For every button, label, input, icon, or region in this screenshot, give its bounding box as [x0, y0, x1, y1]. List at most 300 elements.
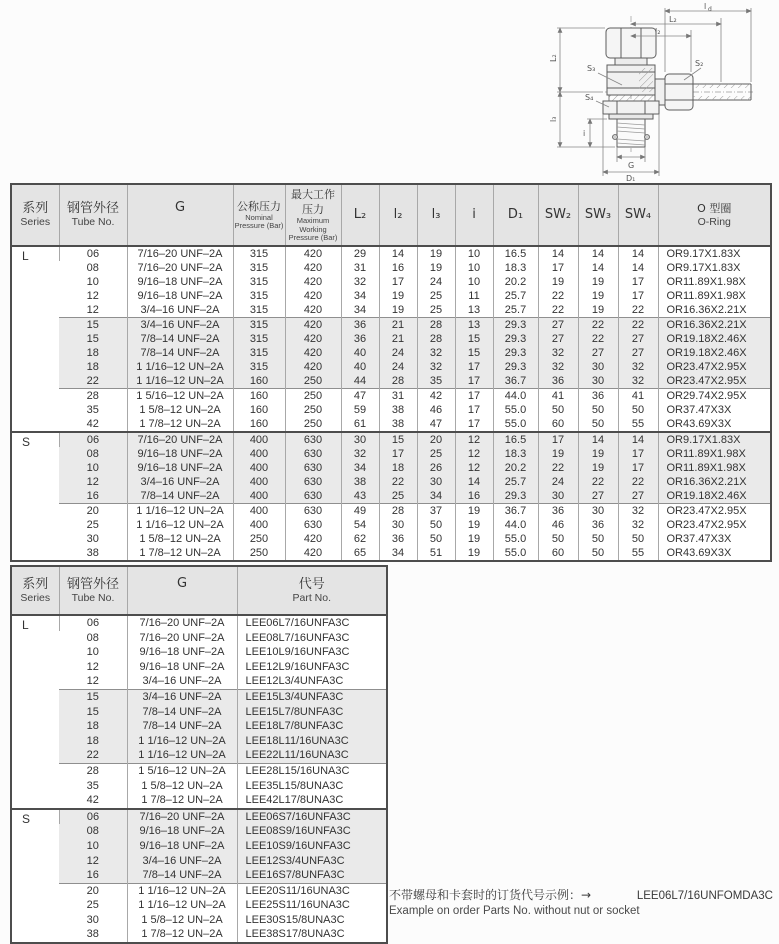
table-row: [11, 719, 387, 734]
table-row: [11, 447, 771, 461]
cell: 36: [578, 388, 618, 403]
cell: 630: [285, 447, 341, 461]
cell: 160: [233, 388, 285, 403]
cell: OR11.89X1.98X: [658, 275, 771, 289]
cell: 46: [538, 518, 578, 532]
table-row: [11, 275, 771, 289]
cell: LEE08S9/16UNFA3C: [237, 824, 387, 839]
cell: 50: [578, 546, 618, 561]
table-row: [11, 809, 387, 825]
cell: 1 5/8–12 UN–2A: [127, 532, 233, 546]
cell: 19: [455, 532, 493, 546]
cell: 27: [578, 346, 618, 360]
cell: 1 7/8–12 UN–2A: [127, 546, 233, 561]
cell: OR19.18X2.46X: [658, 489, 771, 504]
cell: 12: [59, 854, 127, 869]
cell: 26: [417, 461, 455, 475]
cell: 06: [59, 809, 127, 825]
cell: LEE35L15/8UNA3C: [237, 779, 387, 794]
top-nut: [606, 28, 656, 58]
cell: 14: [618, 432, 658, 447]
cell: 9/16–18 UNF–2A: [127, 461, 233, 475]
cell: 630: [285, 475, 341, 489]
table-row: [11, 417, 771, 432]
cell: 50: [417, 532, 455, 546]
table-row: [11, 674, 387, 689]
cell: 06: [59, 432, 127, 447]
dim-label-S2: S₂: [695, 59, 704, 68]
cell: 16: [455, 489, 493, 504]
order-note-chinese: 不带螺母和卡套时的订货代号示例：→: [389, 888, 592, 902]
cell: 50: [618, 532, 658, 546]
cell: OR43.69X3X: [658, 546, 771, 561]
cell: 17: [455, 388, 493, 403]
cell: 28: [379, 503, 417, 518]
cell: 08: [59, 447, 127, 461]
cell: 22: [578, 475, 618, 489]
cell: 19: [538, 447, 578, 461]
cell: 14: [538, 246, 578, 261]
cell: 55.0: [493, 546, 538, 561]
cell: 19: [538, 275, 578, 289]
cell: 34: [379, 546, 417, 561]
tube-wall-hatch: [693, 84, 751, 88]
cell: 420: [285, 346, 341, 360]
cell: LEE06L7/16UNFA3C: [237, 615, 387, 631]
cell: 315: [233, 246, 285, 261]
cell: 17: [538, 432, 578, 447]
cell: 7/8–14 UNF–2A: [127, 705, 237, 720]
cell: 28: [59, 388, 127, 403]
cell: 28: [417, 317, 455, 332]
cell: 1 1/16–12 UN–2A: [127, 748, 237, 763]
cell: 22: [538, 461, 578, 475]
cell: 250: [285, 388, 341, 403]
cell: OR16.36X2.21X: [658, 303, 771, 318]
cell: LEE16S7/8UNFA3C: [237, 868, 387, 883]
cell: 1 5/8–12 UN–2A: [127, 913, 237, 928]
table-row: [11, 898, 387, 913]
cell: 630: [285, 518, 341, 532]
cell: 18: [59, 734, 127, 749]
table-row: [11, 868, 387, 883]
cell: 17: [455, 360, 493, 374]
cell: 420: [285, 360, 341, 374]
cell: 60: [538, 546, 578, 561]
cell: 32: [538, 360, 578, 374]
cell: 32: [417, 346, 455, 360]
cell: 18.3: [493, 447, 538, 461]
table-row: [11, 261, 771, 275]
cell: 28: [59, 763, 127, 778]
cell: 29.3: [493, 332, 538, 346]
top-collar: [615, 58, 647, 65]
cell: 42: [86, 794, 99, 807]
cell: 34: [417, 489, 455, 504]
cell: LEE18L7/8UNFA3C: [237, 719, 387, 734]
cell: 400: [233, 475, 285, 489]
cell: 15: [379, 432, 417, 447]
cell: 315: [233, 360, 285, 374]
cell: 7/8–14 UNF–2A: [127, 868, 237, 883]
cell: LEE06S7/16UNFA3C: [237, 809, 387, 825]
table-row: [11, 475, 771, 489]
cell: 7/16–20 UNF–2A: [127, 432, 233, 447]
cell: 17: [618, 275, 658, 289]
cell: 7/16–20 UNF–2A: [127, 631, 237, 646]
cell: 19: [578, 461, 618, 475]
cell: 3/4–16 UNF–2A: [127, 303, 233, 318]
cell: 50: [417, 518, 455, 532]
table-row: [11, 660, 387, 675]
cell: 47: [417, 417, 455, 432]
cell: 50: [618, 403, 658, 417]
table-row: [11, 374, 771, 389]
svg-text:d: d: [708, 6, 712, 13]
cell: 10: [455, 275, 493, 289]
cell: 44.0: [493, 388, 538, 403]
cell: 25.7: [493, 475, 538, 489]
table-row: [11, 360, 771, 374]
cell: 630: [285, 489, 341, 504]
cell: 14: [379, 246, 417, 261]
cell: 9/16–18 UNF–2A: [127, 839, 237, 854]
cell: 30: [86, 913, 99, 926]
cell: 12: [455, 447, 493, 461]
cell: 250: [285, 417, 341, 432]
cell: 27: [618, 346, 658, 360]
cell: 24: [379, 346, 417, 360]
table-row: [11, 317, 771, 332]
cell: 28: [417, 332, 455, 346]
cell: 32: [538, 346, 578, 360]
cell: 15: [455, 346, 493, 360]
cell: LEE12L3/4UNFA3C: [237, 674, 387, 689]
cell: 08: [59, 824, 127, 839]
cell: LEE38S17/8UNA3C: [237, 927, 387, 943]
cell: 10: [59, 461, 127, 475]
cell: 19: [578, 303, 618, 318]
cell: LEE15L3/4UNFA3C: [237, 689, 387, 704]
cell: 630: [285, 432, 341, 447]
header-SW2: SW₂: [538, 184, 578, 246]
cell: 18: [59, 360, 127, 374]
cell: 420: [285, 317, 341, 332]
cell: OR29.74X2.95X: [658, 388, 771, 403]
cell: 12: [86, 675, 99, 688]
table-row: [11, 403, 771, 417]
dimensions-table: [10, 183, 772, 562]
cell: 16: [59, 489, 127, 504]
cell: LEE08L7/16UNFA3C: [237, 631, 387, 646]
cell: LEE12L9/16UNFA3C: [237, 660, 387, 675]
cell: 21: [379, 317, 417, 332]
header-l3: l₃: [417, 184, 455, 246]
cell: 18.3: [493, 261, 538, 275]
cell: 315: [233, 346, 285, 360]
cell: 1 7/8–12 UN–2A: [127, 417, 233, 432]
cell: 19: [455, 518, 493, 532]
cell: 400: [233, 461, 285, 475]
cell: 08: [86, 261, 99, 274]
cell: 7/8–14 UNF–2A: [127, 719, 237, 734]
cell: 43: [341, 489, 379, 504]
cell: 36: [538, 503, 578, 518]
cell: LEE42L17/8UNA3C: [237, 793, 387, 809]
cell: LEE10S9/16UNFA3C: [237, 839, 387, 854]
table-row: [11, 705, 387, 720]
cell: 315: [233, 303, 285, 318]
header-SW3: SW₃: [578, 184, 618, 246]
cell: 21: [379, 332, 417, 346]
cell: 41: [618, 388, 658, 403]
cell: 11: [455, 289, 493, 303]
technical-drawing: [543, 0, 779, 182]
cell: 38: [379, 403, 417, 417]
cell: 30: [578, 360, 618, 374]
cell: 16: [59, 868, 127, 883]
cell: 1 5/16–12 UN–2A: [127, 763, 237, 778]
cell: OR43.69X3X: [658, 417, 771, 432]
table-row: [11, 913, 387, 928]
header-tube-no: 钢管外径 Tube No.: [59, 184, 127, 246]
header-series: 系列 Series: [11, 566, 59, 615]
header-L2: L₂: [341, 184, 379, 246]
cell: 34: [341, 289, 379, 303]
cell: OR9.17X1.83X: [658, 261, 771, 275]
cell: 7/16–20 UNF–2A: [127, 261, 233, 275]
table-row: [11, 779, 387, 794]
cell: OR11.89X1.98X: [658, 461, 771, 475]
cell: 55.0: [493, 403, 538, 417]
cell: 25.7: [493, 289, 538, 303]
cell: 3/4–16 UNF–2A: [127, 854, 237, 869]
cell: 22: [59, 748, 127, 763]
cell: 16.5: [493, 246, 538, 261]
cell: 19: [379, 303, 417, 318]
cell: 13: [455, 303, 493, 318]
cell: 160: [233, 417, 285, 432]
table-row: [11, 748, 387, 763]
cell: 30: [379, 518, 417, 532]
cell: LEE18L11/16UNA3C: [237, 734, 387, 749]
cell: 62: [341, 532, 379, 546]
dim-label-S4: S₄: [585, 93, 594, 102]
cell: 19: [578, 289, 618, 303]
cell: 30: [417, 475, 455, 489]
cell: 420: [285, 246, 341, 261]
cell: 32: [341, 447, 379, 461]
order-example-code: LEE06L7/16UNFOMDA3C: [636, 890, 773, 902]
cell: 22: [618, 317, 658, 332]
series-label: L: [11, 246, 59, 432]
cell: 27: [538, 317, 578, 332]
cell: 250: [233, 546, 285, 561]
cell: OR19.18X2.46X: [658, 346, 771, 360]
cell: LEE30S15/8UNA3C: [237, 913, 387, 928]
cell: 40: [341, 346, 379, 360]
cell: 22: [538, 303, 578, 318]
cell: 9/16–18 UNF–2A: [127, 645, 237, 660]
cell: 65: [341, 546, 379, 561]
cell: 50: [578, 403, 618, 417]
table-row: [11, 461, 771, 475]
cell: 3/4–16 UNF–2A: [127, 317, 233, 332]
cell: OR23.47X2.95X: [658, 518, 771, 532]
cell: 27: [538, 332, 578, 346]
cell: 19: [578, 447, 618, 461]
cell: 400: [233, 432, 285, 447]
cell: 10: [86, 646, 99, 659]
cell: OR11.89X1.98X: [658, 447, 771, 461]
header-tube-no: 钢管外径 Tube No.: [59, 566, 127, 615]
cell: 12: [86, 289, 99, 302]
cell: 420: [285, 261, 341, 275]
cell: 37: [417, 503, 455, 518]
cell: 31: [341, 261, 379, 275]
cell: 27: [618, 332, 658, 346]
cell: 30: [86, 532, 99, 545]
cell: 34: [341, 461, 379, 475]
cell: 19: [578, 275, 618, 289]
cell: 55.0: [493, 417, 538, 432]
cell: 7/16–20 UNF–2A: [127, 809, 237, 825]
header-SW4: SW₄: [618, 184, 658, 246]
cell: 15: [455, 332, 493, 346]
cell: 30: [341, 432, 379, 447]
order-note-english: Example on order Parts No. without nut or socket: [389, 905, 640, 917]
cell: 25: [379, 489, 417, 504]
cell: 1 5/8–12 UN–2A: [127, 779, 237, 794]
cell: OR11.89X1.98X: [658, 289, 771, 303]
table-row: [11, 432, 771, 447]
cell: 29: [341, 246, 379, 261]
cell: 19: [417, 246, 455, 261]
cell: 1 7/8–12 UN–2A: [127, 927, 237, 943]
cell: 315: [233, 317, 285, 332]
cell: 160: [233, 403, 285, 417]
cell: 34: [341, 303, 379, 318]
cell: 630: [285, 461, 341, 475]
dim-label-L2-top: L₂: [669, 15, 677, 24]
table-row: [11, 332, 771, 346]
cell: 1 1/16–12 UN–2A: [127, 503, 233, 518]
cell: 36: [341, 332, 379, 346]
cell: OR16.36X2.21X: [658, 475, 771, 489]
cell: 22: [618, 475, 658, 489]
cell: 9/16–18 UNF–2A: [127, 824, 237, 839]
cell: 20: [59, 883, 127, 898]
header-g: G: [127, 184, 233, 246]
cell: 420: [285, 332, 341, 346]
cell: 32: [618, 374, 658, 389]
cell: 17: [538, 261, 578, 275]
header-D1: D₁: [493, 184, 538, 246]
cell: OR16.36X2.21X: [658, 317, 771, 332]
cell: 250: [285, 403, 341, 417]
table-row: [11, 883, 387, 898]
cell: 16: [379, 261, 417, 275]
cell: LEE28L15/16UNA3C: [237, 763, 387, 778]
cell: 17: [379, 447, 417, 461]
cell: 18: [59, 719, 127, 734]
cell: 16.5: [493, 432, 538, 447]
cell: 35: [417, 374, 455, 389]
cell: 9/16–18 UNF–2A: [127, 289, 233, 303]
cell: 38: [86, 928, 99, 941]
cell: LEE22L11/16UNA3C: [237, 748, 387, 763]
cell: 20: [59, 503, 127, 518]
cell: 25: [417, 447, 455, 461]
cell: 1 1/16–12 UN–2A: [127, 374, 233, 389]
cell: 3/4–16 UNF–2A: [127, 689, 237, 704]
dim-label-l3-left: l₃: [549, 116, 558, 122]
cell: 250: [285, 374, 341, 389]
table-row: [11, 289, 771, 303]
cell: 36.7: [493, 503, 538, 518]
cell: 14: [455, 475, 493, 489]
cell: 10: [455, 246, 493, 261]
cell: 38: [379, 417, 417, 432]
cell: 3/4–16 UNF–2A: [127, 674, 237, 689]
cell: 50: [578, 532, 618, 546]
series-label: S: [11, 432, 59, 561]
series-label: S: [11, 809, 59, 943]
right-nut: [665, 74, 693, 110]
cell: 630: [285, 503, 341, 518]
cell: 420: [285, 303, 341, 318]
dim-label-L2-left: L₂: [549, 54, 558, 62]
cell: 32: [618, 503, 658, 518]
cell: 06: [59, 246, 127, 261]
cell: 50: [538, 403, 578, 417]
cell: 420: [285, 532, 341, 546]
cell: 1 1/16–12 UN–2A: [127, 518, 233, 532]
cell: 25.7: [493, 303, 538, 318]
cell: 1 1/16–12 UN–2A: [127, 898, 237, 913]
dim-label-l2-top: l₂: [655, 27, 661, 36]
cell: 44: [341, 374, 379, 389]
cell: 1 5/16–12 UN–2A: [127, 388, 233, 403]
cell: LEE25S11/16UNA3C: [237, 898, 387, 913]
cell: OR37.47X3X: [658, 403, 771, 417]
cell: 25: [86, 518, 99, 531]
cell: 3/4–16 UNF–2A: [127, 475, 233, 489]
series-label: L: [11, 615, 59, 809]
cell: 20.2: [493, 275, 538, 289]
cell: 29.3: [493, 346, 538, 360]
table-row: [11, 246, 771, 261]
cell: 9/16–18 UNF–2A: [127, 660, 237, 675]
cell: 7/8–14 UNF–2A: [127, 346, 233, 360]
cell: 15: [59, 705, 127, 720]
cell: 17: [455, 417, 493, 432]
cell: 7/16–20 UNF–2A: [127, 246, 233, 261]
cell: 46: [417, 403, 455, 417]
cell: OR9.17X1.83X: [658, 246, 771, 261]
cell: 44.0: [493, 518, 538, 532]
table-row: [11, 388, 771, 403]
table-row: [11, 645, 387, 660]
cell: 14: [618, 246, 658, 261]
cell: 15: [59, 332, 127, 346]
cell: 36.7: [493, 374, 538, 389]
cell: LEE10L9/16UNFA3C: [237, 645, 387, 660]
locknut: [603, 101, 659, 114]
table-row: [11, 734, 387, 749]
cell: 1 7/8–12 UN–2A: [127, 793, 237, 809]
cell: 55.0: [493, 532, 538, 546]
